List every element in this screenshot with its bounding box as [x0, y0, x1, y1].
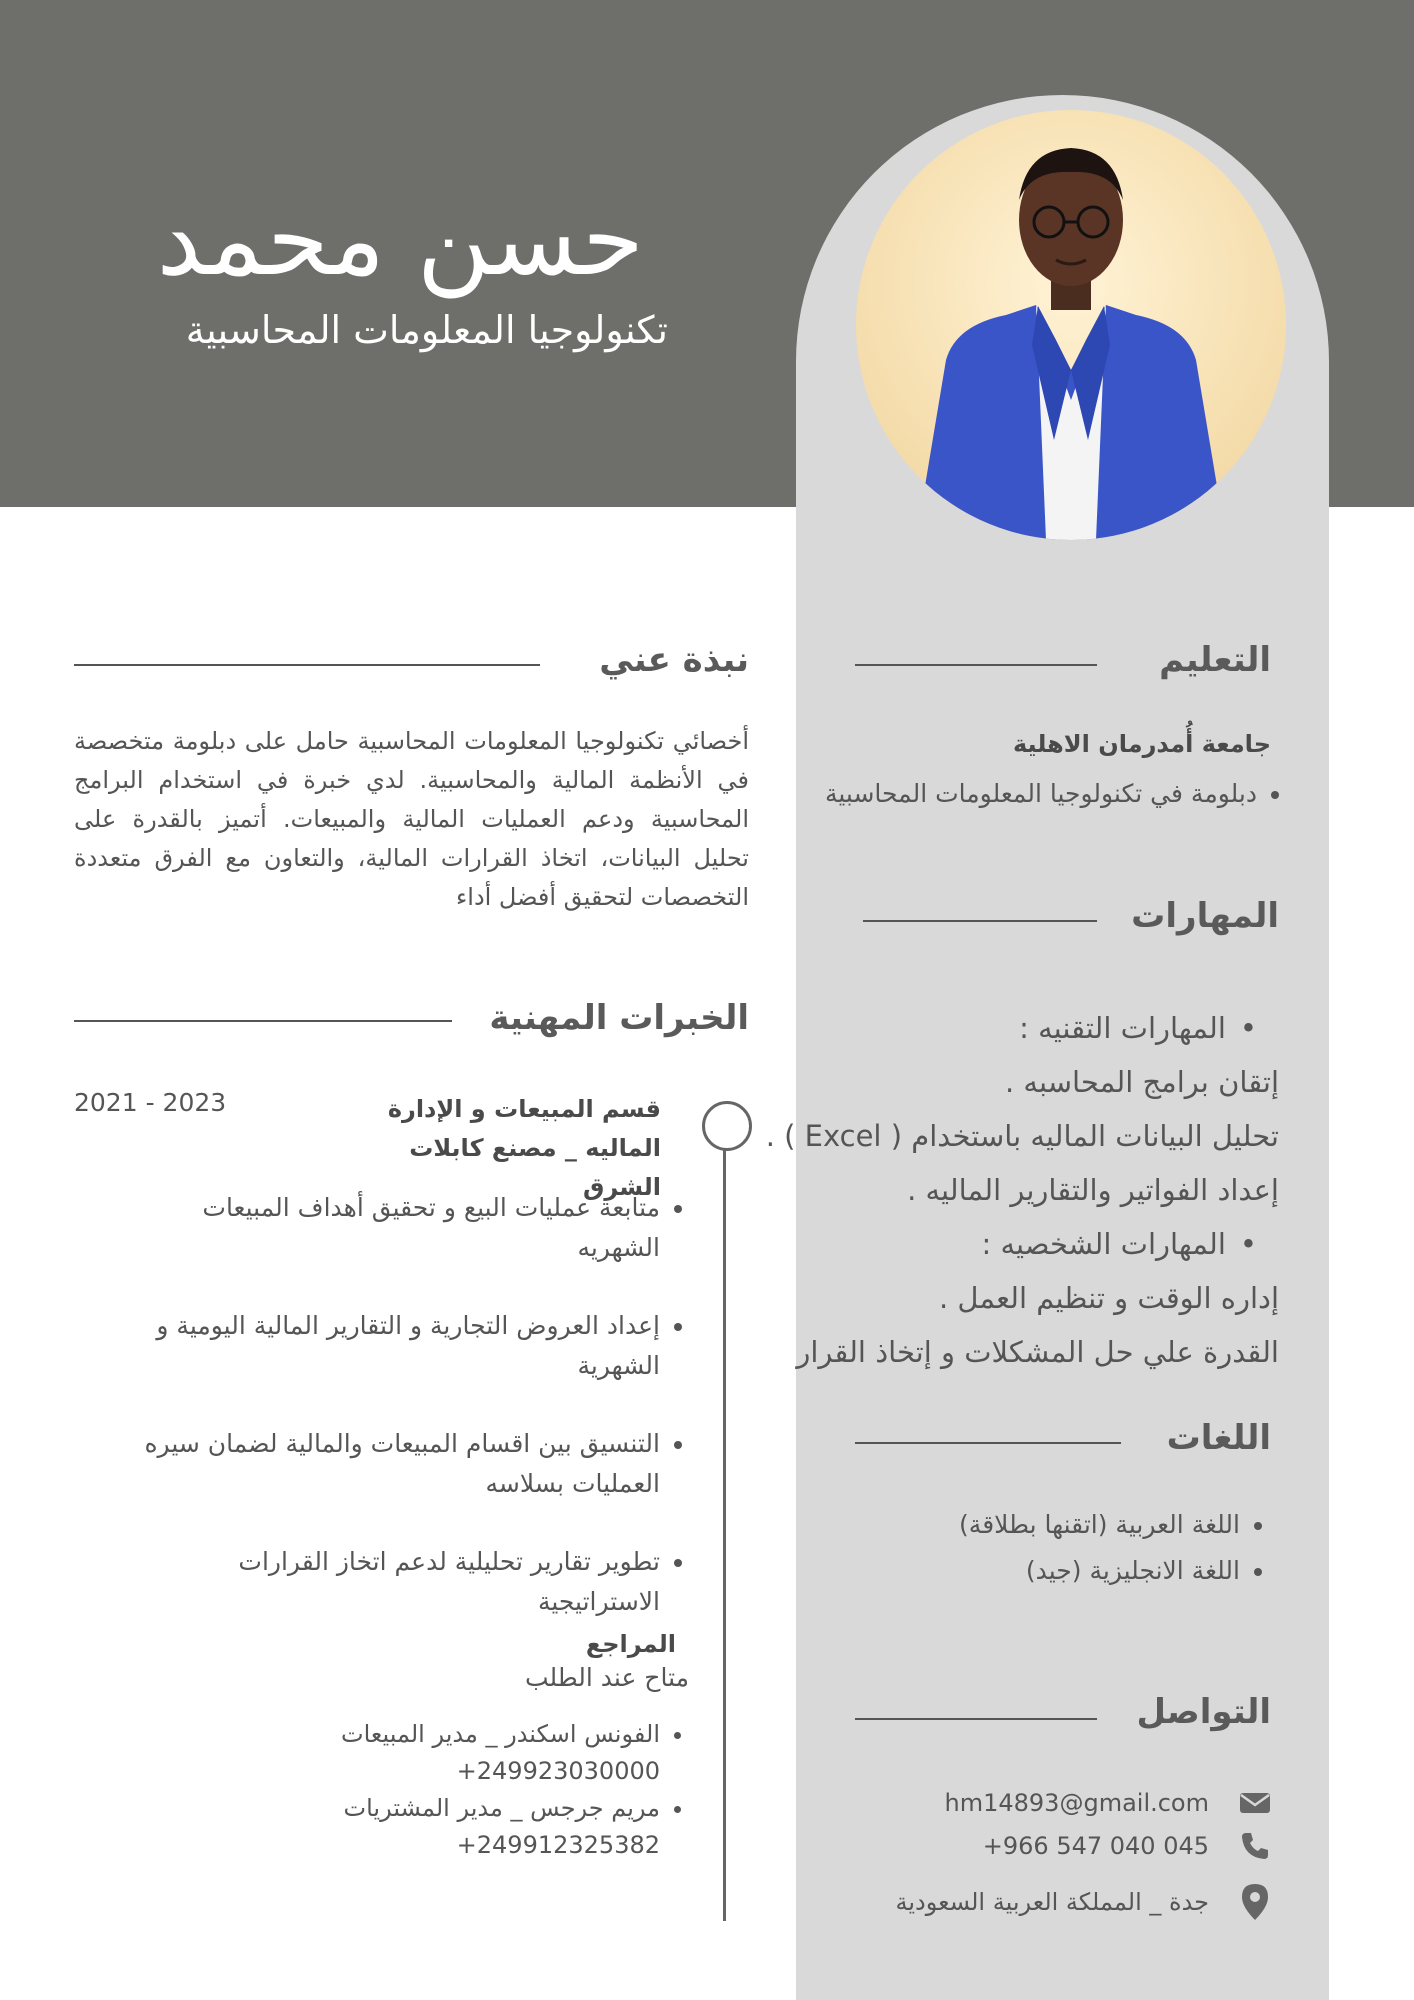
contact-heading: التواصل	[1136, 1692, 1271, 1732]
job-duties	[124, 1188, 684, 1660]
education-item: • دبلومة في تكنولوجيا المعلومات المحاسبية	[821, 773, 1257, 815]
duty-item: • إعداد العروض التجارية و التقارير المالية اليومية و الشهرية	[124, 1306, 660, 1386]
timeline-line	[723, 1126, 726, 1921]
contact-phone[interactable]: +966 547 040 045	[982, 1832, 1209, 1860]
languages-rule	[855, 1442, 1121, 1444]
skill-line: • المهارات الشخصيه :	[759, 1217, 1279, 1271]
job-role: قسم المبيعات و الإدارة الماليه _ مصنع كابلات الشرق	[387, 1095, 661, 1201]
skill-line: • المهارات التقنيه :	[759, 1001, 1279, 1055]
reference-item	[264, 1716, 660, 1790]
reference-name: الفونس اسكندر _ مدير المبيعات	[341, 1720, 660, 1748]
skills-list	[759, 1001, 1279, 1379]
contact-phone-row[interactable]	[771, 1826, 1271, 1866]
contact-rule	[855, 1718, 1097, 1720]
education-heading: التعليم	[1159, 640, 1271, 680]
envelope-icon	[1239, 1787, 1271, 1819]
map-pin-icon	[1239, 1886, 1271, 1918]
languages-list	[864, 1502, 1264, 1594]
skills-heading: المهارات	[1131, 896, 1279, 936]
language-item: • اللغة الانجليزية (جيد)	[864, 1548, 1240, 1594]
skill-line: تحليل البيانات الماليه باستخدام ( Excel ) .	[765, 1119, 1279, 1153]
reference-item	[264, 1790, 660, 1864]
experience-rule	[74, 1020, 452, 1022]
duty-item: • تطوير تقارير تحليلية لدعم اتخاز القرارات الاستراتيجية	[124, 1542, 660, 1622]
references-list	[264, 1716, 684, 1864]
about-heading: نبذة عني	[599, 640, 749, 680]
reference-name: مريم جرجس _ مدير المشتريات	[343, 1794, 660, 1822]
skill-line: إداره الوقت و تنظيم العمل .	[938, 1281, 1279, 1315]
contact-email-row[interactable]	[771, 1783, 1271, 1823]
contact-location-row	[771, 1882, 1271, 1922]
duty-item: • متابعة عمليات البيع و تحقيق أهداف المبيعات الشهريه	[124, 1188, 660, 1268]
portrait-illustration	[856, 110, 1286, 540]
candidate-name: حسن محمد	[156, 181, 644, 298]
education-list	[821, 773, 1281, 815]
profile-photo	[856, 110, 1286, 540]
phone-icon	[1239, 1830, 1271, 1862]
references-note: متاح عند الطلب	[524, 1663, 689, 1692]
about-rule	[74, 664, 540, 666]
job-dates: 2021 - 2023	[74, 1088, 227, 1117]
candidate-title: تكنولوجيا المعلومات المحاسبية	[185, 308, 668, 352]
skills-rule	[863, 920, 1097, 922]
education-rule	[855, 664, 1097, 666]
contact-email[interactable]: hm14893@gmail.com	[944, 1789, 1209, 1817]
language-item: • اللغة العربية (اتقنها بطلاقة)	[864, 1502, 1240, 1548]
experience-heading: الخبرات المهنية	[489, 998, 749, 1038]
timeline-dot	[702, 1101, 752, 1151]
skill-line: القدرة علي حل المشكلات و إتخاذ القرار	[796, 1335, 1279, 1369]
about-text: أخصائي تكنولوجيا المعلومات المحاسبية حامل على دبلومة متخصصة في الأنظمة المالية والمحاسبية. لدي خبرة في استخدام البرامج المحاسبية ودعم العمليات المالية والمبيعات. أتميز بالقدرة على تحليل البيانات، اتخاذ القرارات المالية، والتعاون مع الفرق متعددة التخصصات لتحقيق أفضل أداء	[74, 727, 749, 911]
skill-line: إعداد الفواتير والتقارير الماليه .	[907, 1173, 1279, 1207]
reference-phone: +249923030000	[456, 1757, 660, 1785]
education-school: جامعة أُمدرمان الاهلية	[1013, 730, 1271, 758]
languages-heading: اللغات	[1166, 1418, 1271, 1458]
duty-item: • التنسيق بين اقسام المبيعات والمالية لضمان سيره العمليات بسلاسه	[124, 1424, 660, 1504]
skill-line: إتقان برامج المحاسبه .	[1005, 1065, 1279, 1099]
reference-phone: +249912325382	[456, 1831, 660, 1859]
contact-location: جدة _ المملكة العربية السعودية	[895, 1888, 1209, 1916]
references-heading: المراجع	[585, 1630, 676, 1658]
